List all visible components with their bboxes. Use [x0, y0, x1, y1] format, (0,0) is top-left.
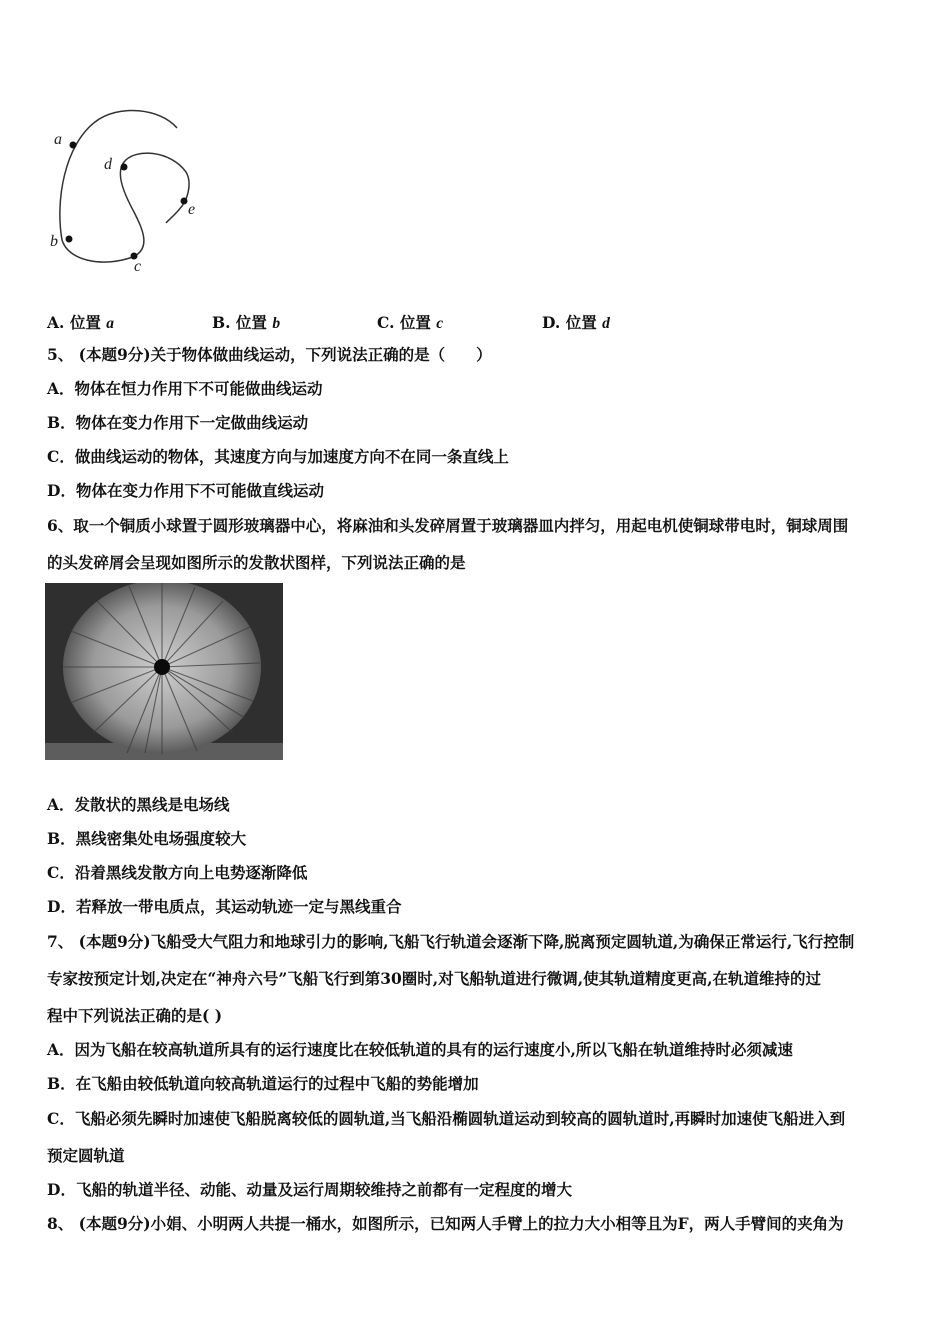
q5-option-d[interactable]: D．物体在变力作用下不可能做直线运动 — [47, 481, 324, 500]
trajectory-curve — [60, 111, 189, 262]
q6-option-b[interactable]: B．黑线密集处电场强度较大 — [47, 829, 247, 848]
q4-option-a-letter: A. — [47, 313, 65, 332]
q5-option-b[interactable]: B．物体在变力作用下一定做曲线运动 — [47, 413, 309, 432]
q7-option-c-continued: 预定圆轨道 — [47, 1146, 125, 1165]
q4-option-b[interactable] — [212, 311, 280, 333]
q4-option-c[interactable] — [377, 311, 443, 333]
q4-option-c-var: c — [436, 315, 444, 332]
q4-option-a-var: a — [106, 315, 115, 332]
point-e-dot — [181, 198, 188, 205]
q4-options — [47, 311, 907, 333]
q4-option-d-letter: D. — [542, 313, 561, 332]
q4-option-d[interactable] — [542, 311, 610, 333]
q6-option-a[interactable]: A．发散状的黑线是电场线 — [47, 795, 230, 814]
q7-stem-line-3: 程中下列说法正确的是( ) — [47, 1006, 223, 1025]
q6-stem-line-1: 6、取一个铜质小球置于圆形玻璃器中心，将麻油和头发碎屑置于玻璃器皿内拌匀，用起电机使铜球带电时，铜球周围 — [47, 516, 849, 535]
q4-option-d-text: 位置 — [565, 313, 597, 332]
q5-stem: 5、 (本题9分)关于物体做曲线运动，下列说法正确的是（ ） — [47, 345, 492, 364]
q7-stem-line-2: 专家按预定计划,决定在“神舟六号”飞船飞行到第30圈时,对飞船轨道进行微调,使其轨道精度更高,在轨道维持的过 — [47, 969, 821, 988]
q4-option-a-text: 位置 — [69, 313, 101, 332]
q4-option-a[interactable] — [47, 311, 114, 333]
point-c-label: c — [134, 258, 142, 275]
q4-option-c-text: 位置 — [399, 313, 431, 332]
copper-ball — [154, 659, 170, 675]
q4-option-c-letter: C. — [377, 313, 395, 332]
q5-option-a[interactable]: A．物体在恒力作用下不可能做曲线运动 — [47, 379, 323, 398]
q4-option-b-var: b — [272, 315, 281, 332]
q7-option-c[interactable]: C．飞船必须先瞬时加速使飞船脱离较低的圆轨道,当飞船沿椭圆轨道运动到较高的圆轨道时,再瞬时加速使飞船进入到 — [47, 1109, 846, 1128]
q4-option-b-text: 位置 — [235, 313, 267, 332]
point-a-dot — [70, 142, 77, 149]
point-e-label: e — [188, 201, 196, 218]
q7-option-b[interactable]: B．在飞船由较低轨道向较高轨道运行的过程中飞船的势能增加 — [47, 1074, 479, 1093]
q4-option-b-letter: B. — [212, 313, 231, 332]
point-d-dot — [121, 164, 128, 171]
q6-option-c[interactable]: C．沿着黑线发散方向上电势逐渐降低 — [47, 863, 308, 882]
trajectory-figure — [40, 100, 220, 280]
point-d-label: d — [104, 156, 112, 173]
q7-option-a[interactable]: A．因为飞船在较高轨道所具有的运行速度比在较低轨道的具有的运行速度小,所以飞船在轨道维持时必须减速 — [47, 1040, 793, 1059]
q7-stem-line-1: 7、 (本题9分)飞船受大气阻力和地球引力的影响,飞船飞行轨道会逐渐下降,脱离预定圆轨道,为确保正常运行,飞行控制 — [47, 932, 855, 951]
point-a-label: a — [54, 131, 62, 148]
radial-pattern-photo — [45, 583, 283, 760]
point-b-dot — [66, 236, 73, 243]
q4-option-d-var: d — [602, 315, 610, 332]
q6-option-d[interactable]: D．若释放一带电质点，其运动轨迹一定与黑线重合 — [47, 897, 402, 916]
q6-stem-line-2: 的头发碎屑会呈现如图所示的发散状图样，下列说法正确的是 — [47, 553, 466, 572]
q7-option-d[interactable]: D．飞船的轨道半径、动能、动量及运行周期较维持之前都有一定程度的增大 — [47, 1180, 572, 1199]
q8-stem-line-1: 8、 (本题9分)小娟、小明两人共提一桶水，如图所示，已知两人手臂上的拉力大小相等且为F，两人手臂间的夹角为 — [47, 1214, 844, 1233]
point-b-label: b — [50, 233, 58, 250]
q5-option-c[interactable]: C．做曲线运动的物体，其速度方向与加速度方向不在同一条直线上 — [47, 447, 509, 466]
